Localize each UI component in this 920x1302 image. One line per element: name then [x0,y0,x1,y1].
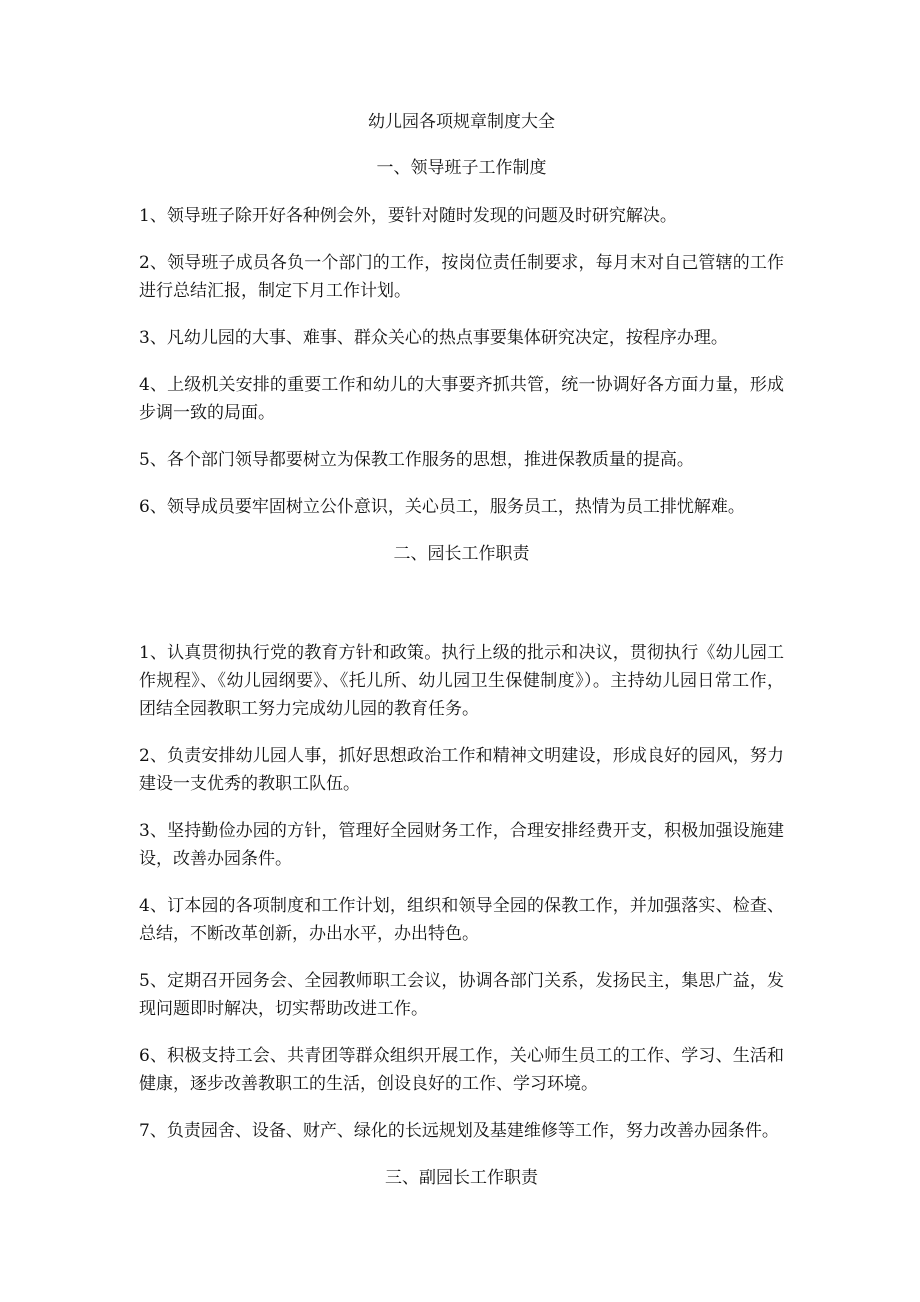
paragraph: 4、订本园的各项制度和工作计划，组织和领导全园的保教工作，并加强落实、检查、总结，不断改革创新，办出水平，办出特色。 [139,896,784,944]
document-content [139,108,784,1212]
blank-space [139,588,784,639]
section-heading-3: 三、副园长工作职责 [385,1168,538,1188]
paragraph: 4、上级机关安排的重要工作和幼儿的大事要齐抓共管，统一协调好各方面力量，形成步调一致的局面。 [139,375,784,423]
paragraph: 6、积极支持工会、共青团等群众组织开展工作，关心师生员工的工作、学习、生活和健康，逐步改善教职工的生活，创设良好的工作、学习环境。 [139,1046,784,1094]
paragraph: 3、坚持勤俭办园的方针，管理好全园财务工作，合理安排经费开支，积极加强设施建设，改善办园条件。 [139,821,784,869]
paragraph: 6、领导成员要牢固树立公仆意识，关心员工，服务员工，热情为员工排忧解难。 [139,497,745,517]
paragraph: 7、负责园舍、设备、财产、绿化的长远规划及基建维修等工作，努力改善办园条件。 [139,1121,779,1141]
paragraph: 3、凡幼儿园的大事、难事、群众关心的热点事要集体研究决定，按程序办理。 [139,328,728,348]
paragraph: 1、认真贯彻执行党的教育方针和政策。执行上级的批示和决议，贯彻执行《幼儿园工作规程》、《幼儿园纲要》、《托儿所、幼儿园卫生保健制度》）。主持幼儿园日常工作，团结全园教职工努力完成幼儿园的教育任务。 [139,643,784,719]
paragraph: 2、领导班子成员各负一个部门的工作，按岗位责任制要求，每月末对自己管辖的工作进行总结汇报，制定下月工作计划。 [139,253,784,301]
paragraph: 5、各个部门领导都要树立为保教工作服务的思想，推进保教质量的提高。 [139,450,694,470]
paragraph: 2、负责安排幼儿园人事，抓好思想政治工作和精神文明建设，形成良好的园风，努力建设一支优秀的教职工队伍。 [139,746,784,794]
paragraph: 1、领导班子除开好各种例会外，要针对随时发现的问题及时研究解决。 [139,206,677,226]
document-title: 幼儿园各项规章制度大全 [368,112,555,132]
section-heading-1: 一、领导班子工作制度 [376,158,547,178]
paragraph: 5、定期召开园务会、全园教师职工会议，协调各部门关系，发扬民主，集思广益，发现问题即时解决，切实帮助改进工作。 [139,971,784,1019]
section-heading-2: 二、园长工作职责 [393,544,530,564]
